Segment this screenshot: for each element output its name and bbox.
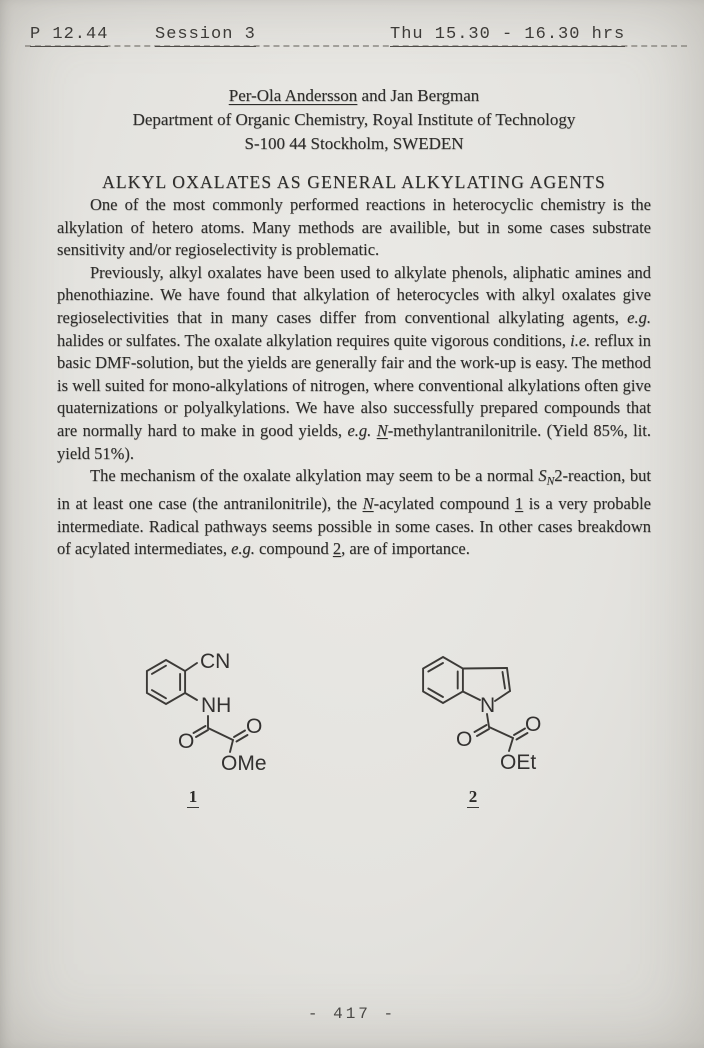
paragraph-text: halides or sulfates. The oxalate alkylation requires quite vigorous conditions, — [57, 330, 571, 350]
compound-2-caption: 2 — [468, 787, 478, 806]
compound-1-structure — [130, 640, 315, 780]
department-line: Department of Organic Chemistry, Royal Institute of Technology — [132, 110, 576, 129]
compound-1-reference: 1 — [514, 494, 524, 514]
abstract-paragraph-3 — [57, 465, 651, 561]
byline-block — [57, 84, 651, 156]
session-header — [0, 0, 704, 60]
cn-label: CN — [200, 650, 231, 673]
sn2-subscript: N — [546, 475, 555, 488]
session-label: Session 3 — [155, 25, 256, 47]
latin-abbrev: i.e. — [570, 330, 591, 350]
oet-label: OEt — [500, 751, 537, 774]
carbonyl-o-left-label: O — [456, 728, 473, 751]
n-label: N — [480, 694, 496, 717]
latin-abbrev: e.g. — [347, 420, 377, 440]
compound-1-caption: 1 — [188, 787, 198, 806]
oxalate-chain — [475, 714, 528, 751]
latin-abbrev: e.g. — [627, 307, 651, 327]
abstract-paragraph-2 — [57, 262, 651, 465]
nh-label: NH — [201, 694, 232, 717]
n-locant: N — [362, 494, 374, 514]
paper-code: P 12.44 — [30, 25, 108, 47]
page-number: - 417 - — [307, 1005, 397, 1023]
nitrile-bond — [185, 663, 197, 671]
carbonyl-o-left-label: O — [178, 730, 195, 753]
compound-1-drawing — [130, 640, 315, 780]
author-name-underlined: Per-Ola Andersson — [228, 86, 358, 105]
paper-title: ALKYL OXALATES AS GENERAL ALKYLATING AGENTS — [102, 172, 606, 192]
time-slot: Thu 15.30 - 16.30 hrs — [390, 25, 625, 47]
author-name-rest: and Jan Bergman — [357, 86, 480, 105]
paragraph-text: Previously, alkyl oxalates have been used to alkylate phenols, aliphatic amines and phenothiazine. We have found that alkylation of heterocycles with alkyl oxalates give regioselectivities that in many cases differ from conventional alkylating agents, — [57, 262, 651, 327]
paragraph-text: , are of importance. — [341, 539, 470, 559]
latin-abbrev: e.g. — [231, 539, 255, 559]
sn2-symbol: S — [538, 466, 547, 486]
paragraph-text: is a very probable intermediate. Radical pathways seems possible in some cases. In other cases breakdown of acylated intermediates, — [57, 494, 651, 559]
text-column — [57, 84, 651, 561]
paragraph-text: reflux in basic DMF-solution, but the yields are generally fair and the work-up is easy. The method is well suited for mono-alkylations of nitrogen, where conventional alkylations often give quaternizations or polyalkylations. We have also successfully prepared compounds that are normally hard to make in good yields, — [57, 330, 652, 440]
ome-label: OMe — [221, 752, 267, 775]
paragraph-text: 2-reaction, but in at least one case (the antranilonitrile), the — [57, 466, 651, 514]
compound-2-reference: 2 — [332, 539, 342, 559]
abstract-paragraph-1: One of the most commonly performed reactions in heterocyclic chemistry is the alkylation of hetero atoms. Many methods are availible, but in some cases substrate sensitivity and/or regioselectivity is problematic. — [57, 195, 651, 260]
compound-2-structure — [402, 642, 587, 782]
carbonyl-o-right-label: O — [525, 713, 542, 736]
paragraph-text: -acylated compound — [373, 494, 515, 514]
oxalate-chain — [194, 716, 248, 752]
benzene-ring — [147, 660, 185, 704]
n-locant: N — [376, 420, 388, 440]
amide-bond — [185, 693, 197, 700]
paragraph-text: The mechanism of the oxalate alkylation may seem to be a normal — [90, 466, 539, 486]
paragraph-text: -methylantranilonitrile. (Yield 85%, lit. yield 51%). — [57, 420, 652, 463]
paragraph-text: compound — [254, 539, 333, 559]
carbonyl-o-right-label: O — [246, 715, 263, 738]
indole-benzene-ring — [423, 657, 463, 703]
authors-line — [57, 84, 651, 108]
compound-2-drawing — [402, 642, 587, 782]
address-line: S-100 44 Stockholm, SWEDEN — [244, 134, 464, 153]
